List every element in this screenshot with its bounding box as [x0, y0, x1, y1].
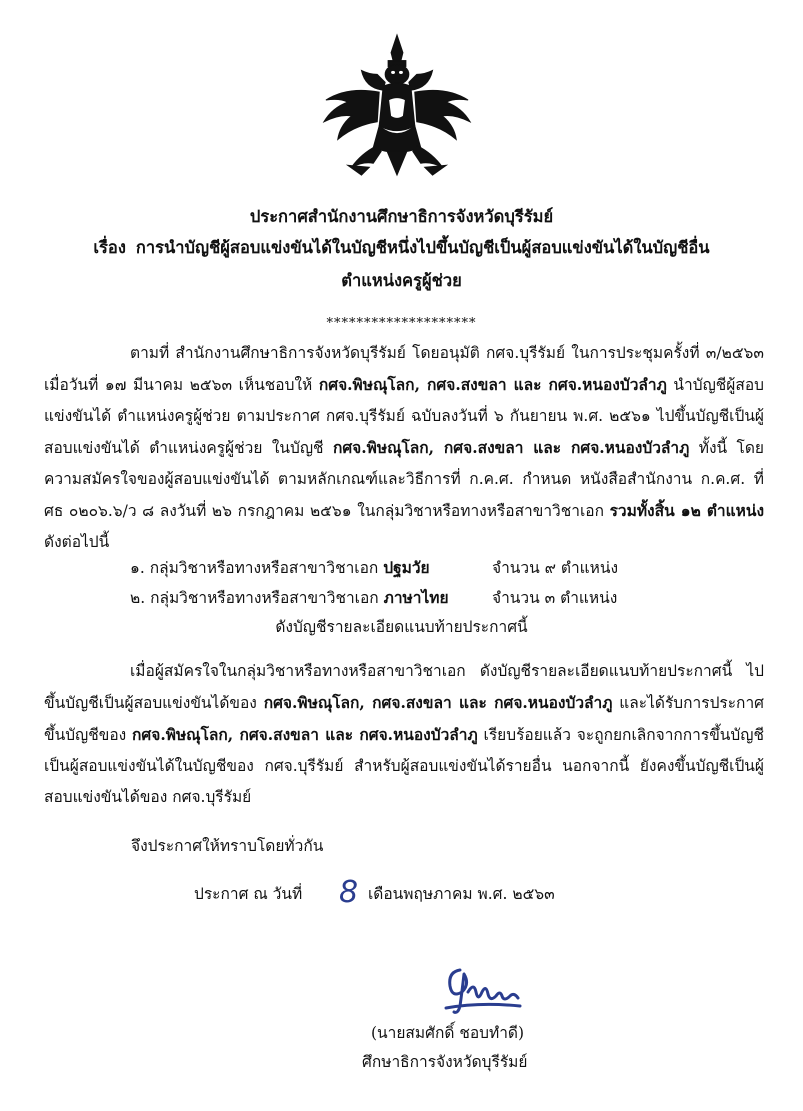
paragraph-1-text: ดังต่อไปนี้: [44, 533, 110, 551]
list-item-count: จำนวน ๓ ตำแหน่ง: [492, 589, 618, 607]
detail-note: ดังบัญชีรายละเอียดแนบท้ายประกาศนี้: [275, 618, 528, 636]
paragraph-2-text: เมื่อผู้สมัครใจในกลุ่มวิชาหรือทางหรือสาขาวิชาเอก ดังบัญชีรายละเอียดแนบท้ายประกาศนี้ ไปขึ้นบัญชีเป็นผู้สอบแข่งขันได้ของ: [44, 662, 764, 712]
subject-label: เรื่อง: [93, 238, 126, 257]
garuda-emblem-icon: [318, 30, 476, 180]
list-item-subject: ภาษาไทย: [383, 588, 449, 607]
handwritten-signature: [440, 962, 530, 1018]
paragraph-2-text: เรียบร้อยแล้ว จะถูกยกเลิกจากการขึ้นบัญชีเป็นผู้สอบแข่งขันได้ในบัญชีของ กศจ.บุรีรัมย์ สำหรับผู้สอบแข่งขันได้รายอื่น นอกจากนี้ ยังคงขึ้นบัญชีเป็นผู้สอบแข่งขันได้ของ กศจ.บุรีรัมย์: [44, 726, 764, 806]
subject-text: การนำบัญชีผู้สอบแข่งขันได้ในบัญชีหนึ่งไปขึ้นบัญชีเป็นผู้สอบแข่งขันได้ในบัญชีอื่น: [135, 238, 710, 257]
paragraph-1-bold: กศจ.พิษณุโลก, กศจ.สงขลา และ กศจ.หนองบัวลำภู: [318, 375, 667, 394]
list-item-subject: ปฐมวัย: [383, 558, 430, 577]
paragraph-2-text: และได้รับการประกาศขึ้นบัญชีของ: [44, 694, 764, 744]
announcement-date: [0, 875, 803, 915]
date-day-handwritten: 8: [339, 875, 359, 910]
list-item-text: [130, 554, 430, 582]
paragraph-1-text: ตามที่ สำนักงานศึกษาธิการจังหวัดบุรีรัมย์ โดยอนุมัติ กศจ.บุรีรัมย์ ในการประชุมครั้งที่ ๓/๒๕๖๓ เมื่อวันที่ ๑๗ มีนาคม ๒๕๖๓ เห็นชอบให้: [44, 344, 764, 394]
paragraph-1: [44, 338, 764, 558]
announcement-subject: [0, 235, 803, 261]
signer-name: (นายสมศักดิ์ ชอบทำดี): [371, 1024, 525, 1042]
separator: ********************: [326, 316, 477, 331]
paragraph-2-bold: กศจ.พิษณุโลก, กศจ.สงขลา และ กศจ.หนองบัวลำภู: [132, 725, 478, 744]
paragraph-2: [44, 656, 764, 813]
paragraph-1-bold: รวมทั้งสิ้น ๑๒ ตำแหน่ง: [609, 501, 765, 520]
closing-line: จึงประกาศให้ทราบโดยทั่วกัน: [131, 837, 324, 855]
paragraph-1-bold: กศจ.พิษณุโลก, กศจ.สงขลา และ กศจ.หนองบัวลำภู: [332, 438, 690, 457]
announcement-title: ประกาศสำนักงานศึกษาธิการจังหวัดบุรีรัมย์: [249, 207, 554, 226]
list-item-prefix: ๒. กลุ่มวิชาหรือทางหรือสาขาวิชาเอก: [130, 589, 384, 607]
signer-title: ศึกษาธิการจังหวัดบุรีรัมย์: [362, 1053, 528, 1071]
paragraph-1-text: ทั้งนี้ โดยความสมัครใจของผู้สอบแข่งขันได้ ตามหลักเกณฑ์และวิธีการที่ ก.ค.ศ. กำหนด หนังสือสำนักงาน ก.ค.ศ. ที่ ศธ ๐๒๐๖.๖/ว ๘ ลงวันที่ ๒๖ กรกฎาคม ๒๕๖๑ ในกลุ่มวิชาหรือทางหรือสาขาวิชาเอก: [44, 439, 764, 520]
paragraph-1-text: นำบัญชีผู้สอบแข่งขันได้ ตำแหน่งครูผู้ช่วย ตามประกาศ กศจ.บุรีรัมย์ ฉบับลงวันที่ ๖ กันยายน พ.ศ. ๒๕๖๑ ไปขึ้นบัญชีเป็นผู้สอบแข่งขันได้ ตำแหน่งครูผู้ช่วย ในบัญชี: [44, 376, 764, 457]
paragraph-2-bold: กศจ.พิษณุโลก, กศจ.สงขลา และ กศจ.หนองบัวลำภู: [263, 693, 613, 712]
list-item-count: จำนวน ๙ ตำแหน่ง: [492, 559, 619, 577]
list-item-prefix: ๑. กลุ่มวิชาหรือทางหรือสาขาวิชาเอก: [130, 559, 384, 577]
date-suffix: เดือนพฤษภาคม พ.ศ. ๒๕๖๓: [368, 885, 555, 903]
announcement-position: ตำแหน่งครูผู้ช่วย: [341, 271, 462, 290]
list-item-text: [130, 584, 449, 612]
date-prefix: ประกาศ ณ วันที่: [194, 885, 303, 903]
